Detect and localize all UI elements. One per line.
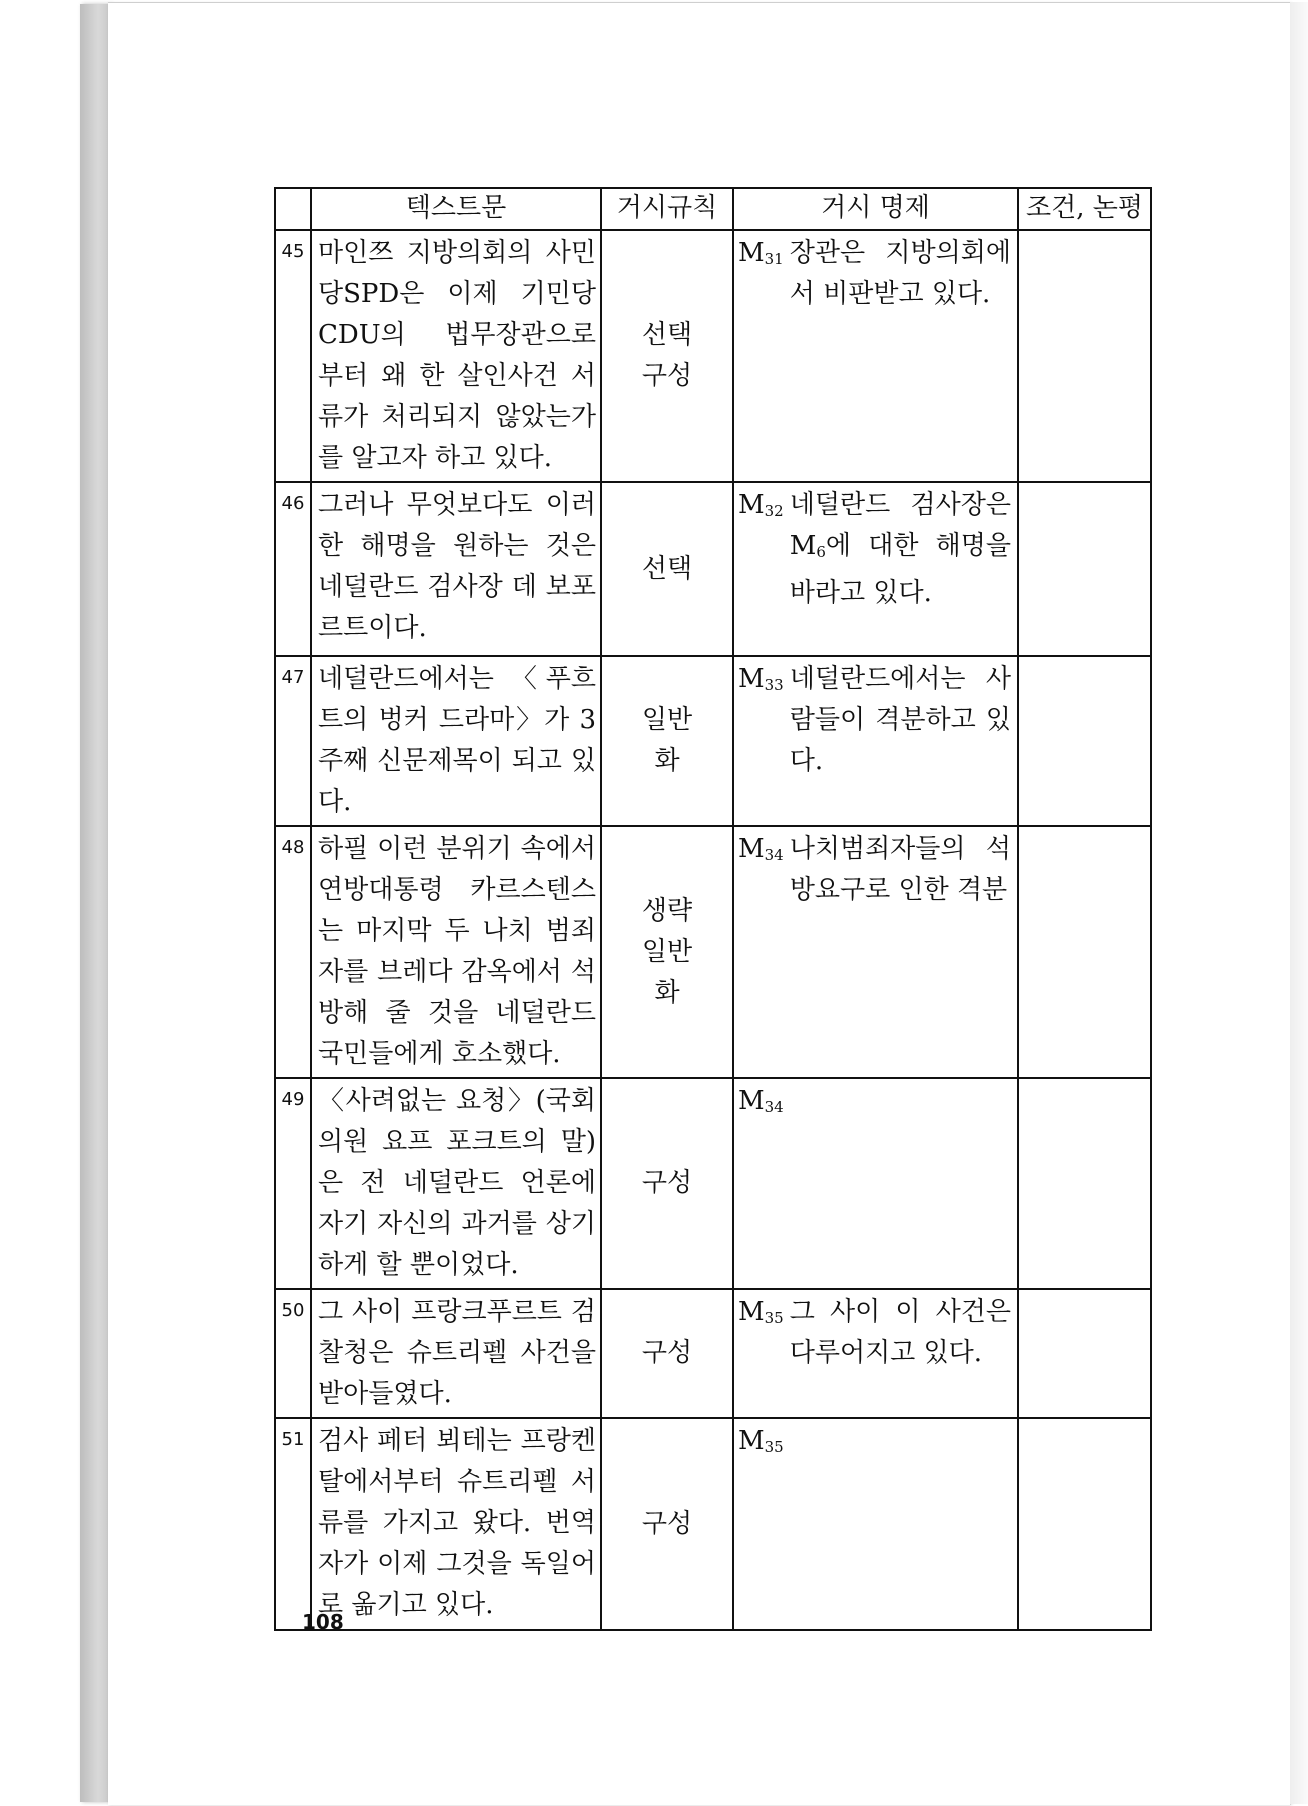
text-sentence-cell: 〈사려없는 요청〉(국회의원 요프 포크트의 말)은 전 네덜란드 언론에 자기 자신의 과거를 상기하게 할 뿐이었다. bbox=[311, 1078, 601, 1289]
text-sentence-cell: 하필 이런 분위기 속에서 연방대통령 카르스텐스는 마지막 두 나치 범죄자를 브레다 감옥에서 석방해 줄 것을 네덜란드 국민들에게 호소했다. bbox=[311, 826, 601, 1078]
header-text-sentence: 텍스트문 bbox=[311, 188, 601, 230]
page-right-edge bbox=[1290, 2, 1308, 1804]
proposition-text bbox=[790, 1292, 1011, 1374]
macro-rule-cell: 선택 bbox=[601, 482, 733, 656]
proposition-letter: M bbox=[738, 490, 765, 520]
page-number: 108 bbox=[302, 1610, 344, 1634]
macro-proposition-cell bbox=[733, 826, 1018, 1078]
proposition-text-part: 나치범죄자들의 석방요구로 인한 격분 bbox=[789, 834, 1011, 905]
condition-comment-cell bbox=[1018, 482, 1151, 656]
table-row bbox=[275, 1418, 1151, 1630]
proposition-index: 32 bbox=[764, 502, 784, 520]
text-sentence-cell: 그러나 무엇보다도 이러한 해명을 원하는 것은 네덜란드 검사장 데 보포르트이다. bbox=[311, 482, 601, 656]
proposition-label bbox=[738, 485, 790, 614]
proposition-letter: M bbox=[738, 238, 765, 268]
header-num-cell bbox=[275, 188, 311, 230]
proposition-text-part: 그 사이 이 사건은 다루어지고 있다. bbox=[789, 1297, 1011, 1368]
macro-proposition-cell bbox=[733, 1289, 1018, 1418]
proposition-label bbox=[738, 659, 790, 782]
proposition-text bbox=[790, 829, 1011, 911]
proposition-text bbox=[790, 1081, 1011, 1128]
row-number: 45 bbox=[275, 230, 311, 482]
macro-proposition-cell bbox=[733, 230, 1018, 482]
text-sentence-cell: 네덜란드에서는 〈푸흐트의 벙커 드라마〉가 3주째 신문제목이 되고 있다. bbox=[311, 656, 601, 826]
proposition-index: 35 bbox=[764, 1309, 784, 1327]
proposition-text-part: 네덜란드에서는 사람들이 격분하고 있다. bbox=[789, 664, 1011, 776]
row-number: 51 bbox=[275, 1418, 311, 1630]
macro-rule-cell: 구성 bbox=[601, 1289, 733, 1418]
table-header-row bbox=[275, 188, 1151, 230]
proposition-index: 34 bbox=[764, 846, 784, 864]
proposition-index: 33 bbox=[764, 676, 784, 694]
text-sentence-cell: 그 사이 프랑크푸르트 검찰청은 슈트리펠 사건을 받아들였다. bbox=[311, 1289, 601, 1418]
proposition-letter: M bbox=[738, 1297, 765, 1327]
macro-proposition-cell bbox=[733, 656, 1018, 826]
macro-rule-cell: 선택 구성 bbox=[601, 230, 733, 482]
condition-comment-cell bbox=[1018, 656, 1151, 826]
condition-comment-cell bbox=[1018, 826, 1151, 1078]
condition-comment-cell bbox=[1018, 1289, 1151, 1418]
macro-rule-cell: 일반화 bbox=[601, 656, 733, 826]
proposition-text bbox=[790, 485, 1011, 614]
macro-proposition-cell bbox=[733, 1418, 1018, 1630]
proposition-text-part: 에 대한 해명을 바라고 있다. bbox=[789, 531, 1011, 608]
table-row bbox=[275, 230, 1151, 482]
table-row bbox=[275, 656, 1151, 826]
macro-proposition-cell bbox=[733, 482, 1018, 656]
proposition-label bbox=[738, 233, 790, 315]
proposition-letter: M bbox=[738, 664, 765, 694]
row-number: 47 bbox=[275, 656, 311, 826]
condition-comment-cell bbox=[1018, 230, 1151, 482]
table-row bbox=[275, 1289, 1151, 1418]
proposition-label bbox=[738, 1081, 790, 1128]
macro-proposition-table bbox=[274, 187, 1152, 1631]
proposition-index: 31 bbox=[764, 250, 784, 268]
row-number: 48 bbox=[275, 826, 311, 1078]
proposition-text-part: 네덜란드 검사장은 M bbox=[789, 490, 1011, 561]
row-number: 50 bbox=[275, 1289, 311, 1418]
row-number: 46 bbox=[275, 482, 311, 656]
condition-comment-cell bbox=[1018, 1078, 1151, 1289]
macro-rule-cell: 생략 일반화 bbox=[601, 826, 733, 1078]
macro-proposition-cell bbox=[733, 1078, 1018, 1289]
proposition-letter: M bbox=[738, 834, 765, 864]
proposition-label bbox=[738, 829, 790, 911]
proposition-text bbox=[790, 233, 1011, 315]
proposition-text bbox=[790, 1421, 1011, 1468]
condition-comment-cell bbox=[1018, 1418, 1151, 1630]
proposition-label bbox=[738, 1292, 790, 1374]
row-number: 49 bbox=[275, 1078, 311, 1289]
macro-rule-cell: 구성 bbox=[601, 1418, 733, 1630]
proposition-letter: M bbox=[738, 1086, 765, 1116]
table-row bbox=[275, 482, 1151, 656]
table-row bbox=[275, 1078, 1151, 1289]
text-sentence-cell: 마인쯔 지방의회의 사민당SPD은 이제 기민당CDU의 법무장관으로 부터 왜 한 살인사건 서류가 처리되지 않았는가를 알고자 하고 있다. bbox=[311, 230, 601, 482]
table-row bbox=[275, 826, 1151, 1078]
proposition-label bbox=[738, 1421, 790, 1468]
header-macro-proposition: 거시 명제 bbox=[733, 188, 1018, 230]
header-condition-comment: 조건, 논평 bbox=[1018, 188, 1151, 230]
proposition-index: 35 bbox=[764, 1438, 784, 1456]
proposition-text-index: 6 bbox=[816, 543, 826, 561]
header-macro-rule: 거시규칙 bbox=[601, 188, 733, 230]
macro-rule-cell: 구성 bbox=[601, 1078, 733, 1289]
proposition-text bbox=[790, 659, 1011, 782]
proposition-letter: M bbox=[738, 1426, 765, 1456]
proposition-text-part: 장관은 지방의회에서 비판받고 있다. bbox=[789, 238, 1011, 309]
text-sentence-cell: 검사 페터 뵈테는 프랑켄탈에서부터 슈트리펠 서류를 가지고 왔다. 번역자가 이제 그것을 독일어로 옮기고 있다. bbox=[311, 1418, 601, 1630]
proposition-index: 34 bbox=[764, 1098, 784, 1116]
book-binding-edge bbox=[80, 4, 110, 1802]
